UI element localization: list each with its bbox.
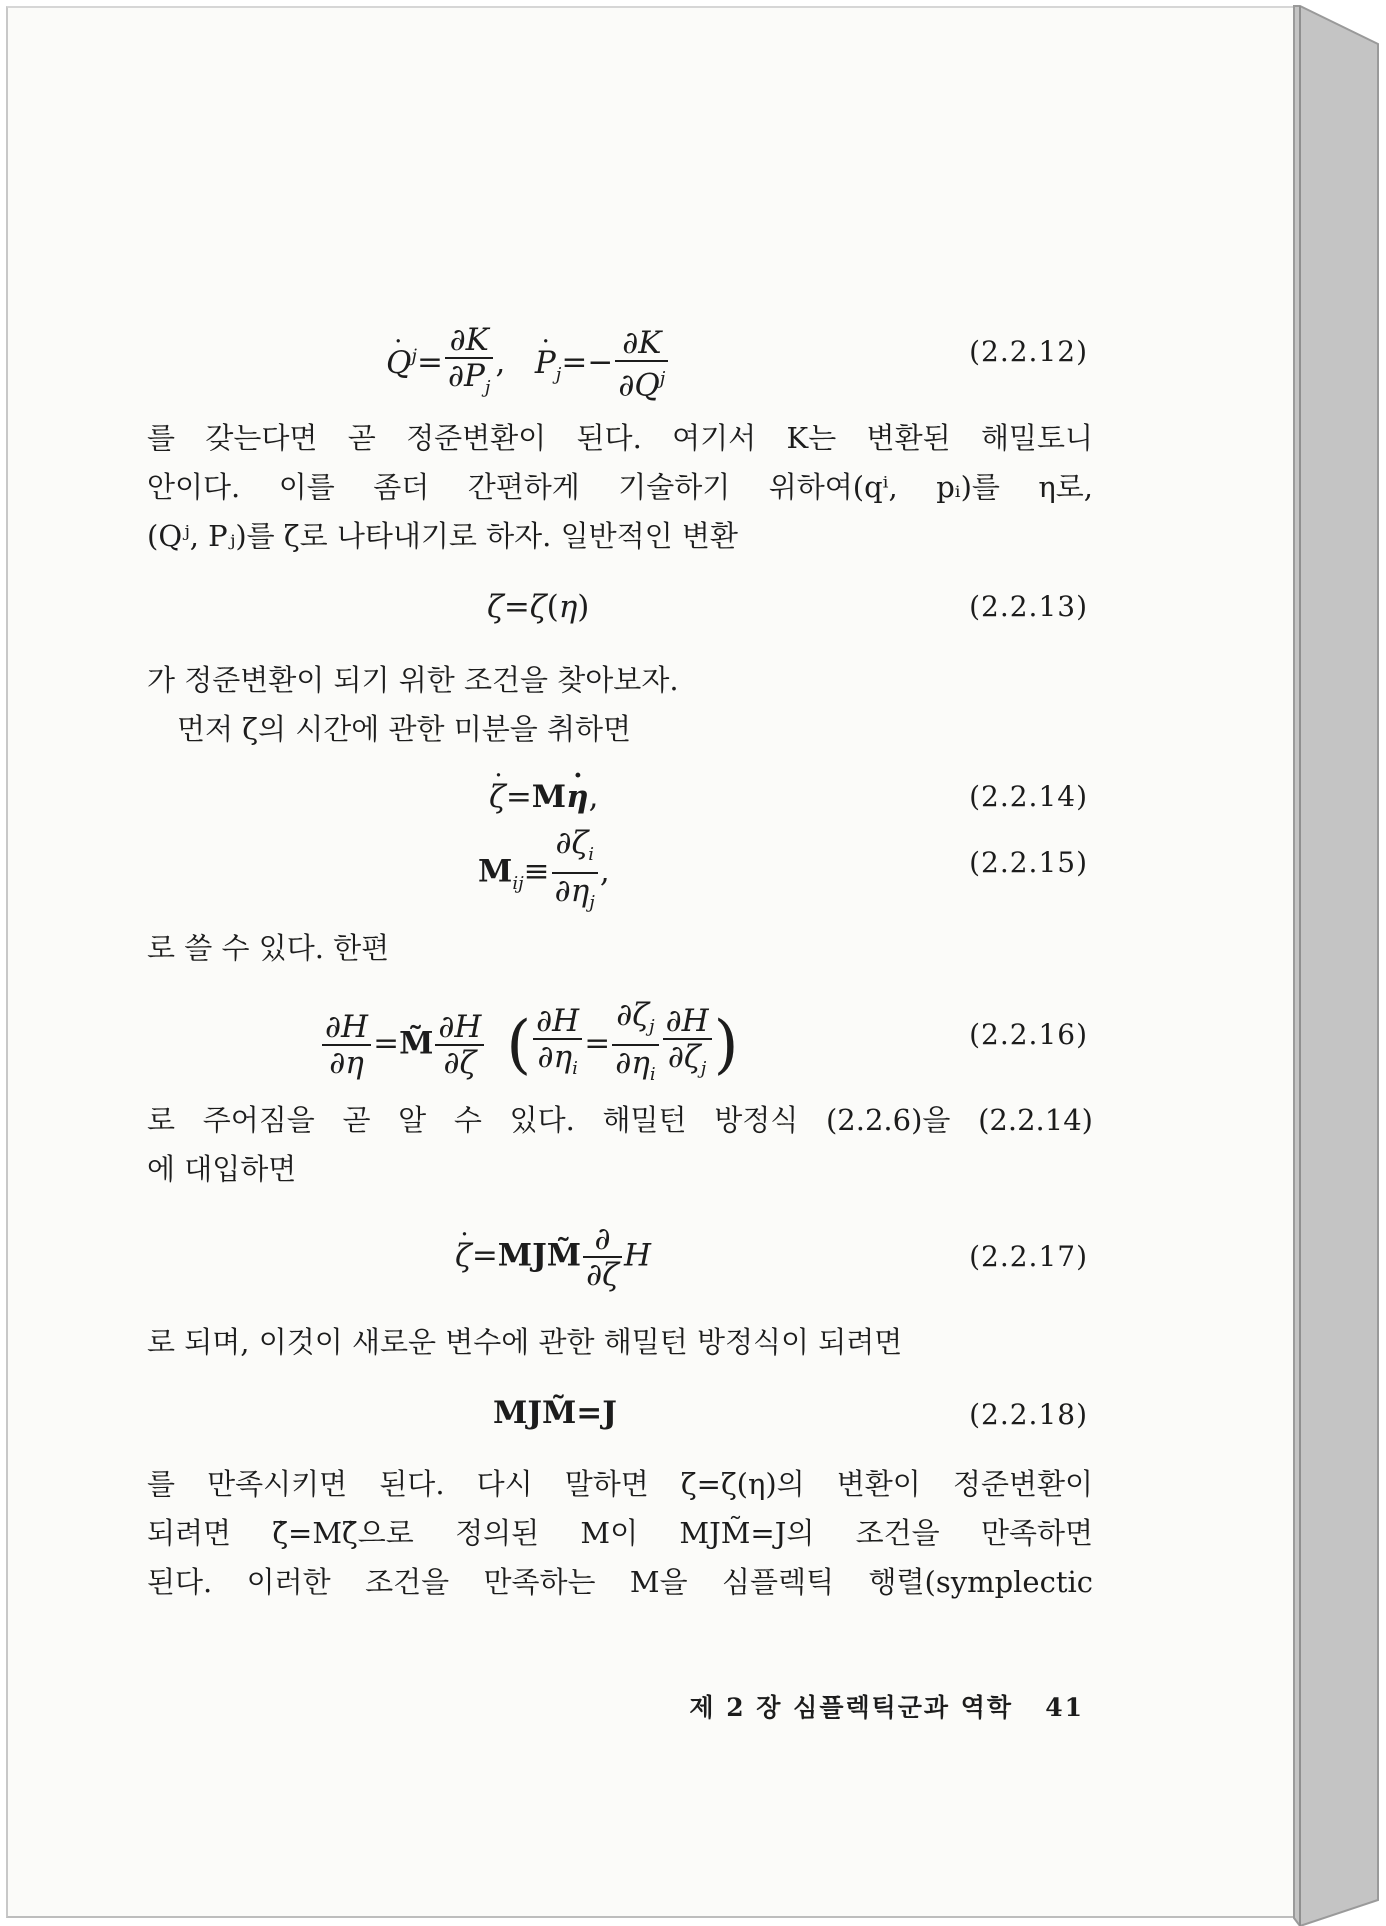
paragraph <box>147 924 1093 973</box>
equation-number: (2.2.13) <box>969 590 1088 623</box>
paragraph <box>147 1460 1093 1607</box>
equation-2-2-18: MJM̃=J <box>493 1395 617 1431</box>
equation-number: (2.2.12) <box>969 335 1088 368</box>
equation-number: (2.2.14) <box>969 780 1088 813</box>
equation-2-2-13: ζ=ζ(η) <box>487 589 590 625</box>
page-footer <box>689 1688 1084 1724</box>
equation-number: (2.2.17) <box>969 1240 1088 1273</box>
text-line: 가 정준변환이 되기 위한 조건을 찾아보자. <box>147 663 679 697</box>
running-head: 제 2 장 심플렉틱군과 역학 <box>689 1693 1014 1722</box>
equation-2-2-14: · ζ=M· η, <box>489 780 599 814</box>
text-line: 에 대입하면 <box>147 1152 297 1186</box>
equation-2-2-12: · $Q^j=$ $\frac{\partial K}{\partial P_j}$ , · $P_j=-$ $\frac{\partial K}{\partial Q^j}$ <box>386 323 670 405</box>
paragraph <box>147 1096 1093 1194</box>
text-line: 먼저 ζ의 시간에 관한 미분을 취하면 <box>177 712 632 746</box>
equation-2-2-17: · ζ=MJM̃ $\frac{\partial}{\partial\zeta}$ H <box>455 1222 651 1292</box>
paragraph <box>147 414 1093 561</box>
equation-number: (2.2.16) <box>969 1018 1088 1051</box>
equation-number: (2.2.18) <box>969 1398 1088 1431</box>
text-line: 로 되며, 이것이 새로운 변수에 관한 해밀턴 방정식이 되려면 <box>147 1325 903 1359</box>
text-line: 를 갖는다면 곧 정준변환이 된다. 여기서 K는 변환된 해밀토니 <box>147 421 1093 455</box>
equation-2-2-15: $M_{ij}\equiv$ $\frac{\partial\zeta_i}{\partial\eta_j}$ , <box>478 825 610 914</box>
equation-2-2-16: $\frac{\partial H}{\partial\eta}$ =M̃ $\frac{\partial H}{\partial\zeta}$ ( $\frac{\partial H}{\partial\eta_i}$ = $\frac{\partial\zeta_j}{\partial\eta_i}$ $\frac{\partial H}{\partial\zeta_j}$ ) <box>320 998 739 1092</box>
page-number: 41 <box>1045 1693 1084 1722</box>
text-line: 된다. 이러한 조건을 만족하는 M을 심플렉틱 행렬(symplectic <box>147 1565 1093 1599</box>
text-line: 되려면 ζ̇=Mζ̇으로 정의된 M이 MJM̃=J의 조건을 만족하면 <box>147 1516 1093 1550</box>
paragraph <box>147 1318 1093 1367</box>
equation-number: (2.2.15) <box>969 846 1088 879</box>
text-line: (Qʲ, Pⱼ)를 ζ로 나타내기로 하자. 일반적인 변환 <box>147 519 738 553</box>
text-line: 안이다. 이를 좀더 간편하게 기술하기 위하여(qⁱ, pᵢ)를 η로, <box>147 470 1093 504</box>
text-line: 로 쓸 수 있다. 한편 <box>147 931 390 965</box>
text-line: 로 주어짐을 곧 알 수 있다. 해밀턴 방정식 (2.2.6)을 (2.2.14) <box>147 1103 1093 1137</box>
paragraph <box>147 656 1093 754</box>
text-line: 를 만족시키면 된다. 다시 말하면 ζ=ζ(η)의 변환이 정준변환이 <box>147 1467 1093 1501</box>
